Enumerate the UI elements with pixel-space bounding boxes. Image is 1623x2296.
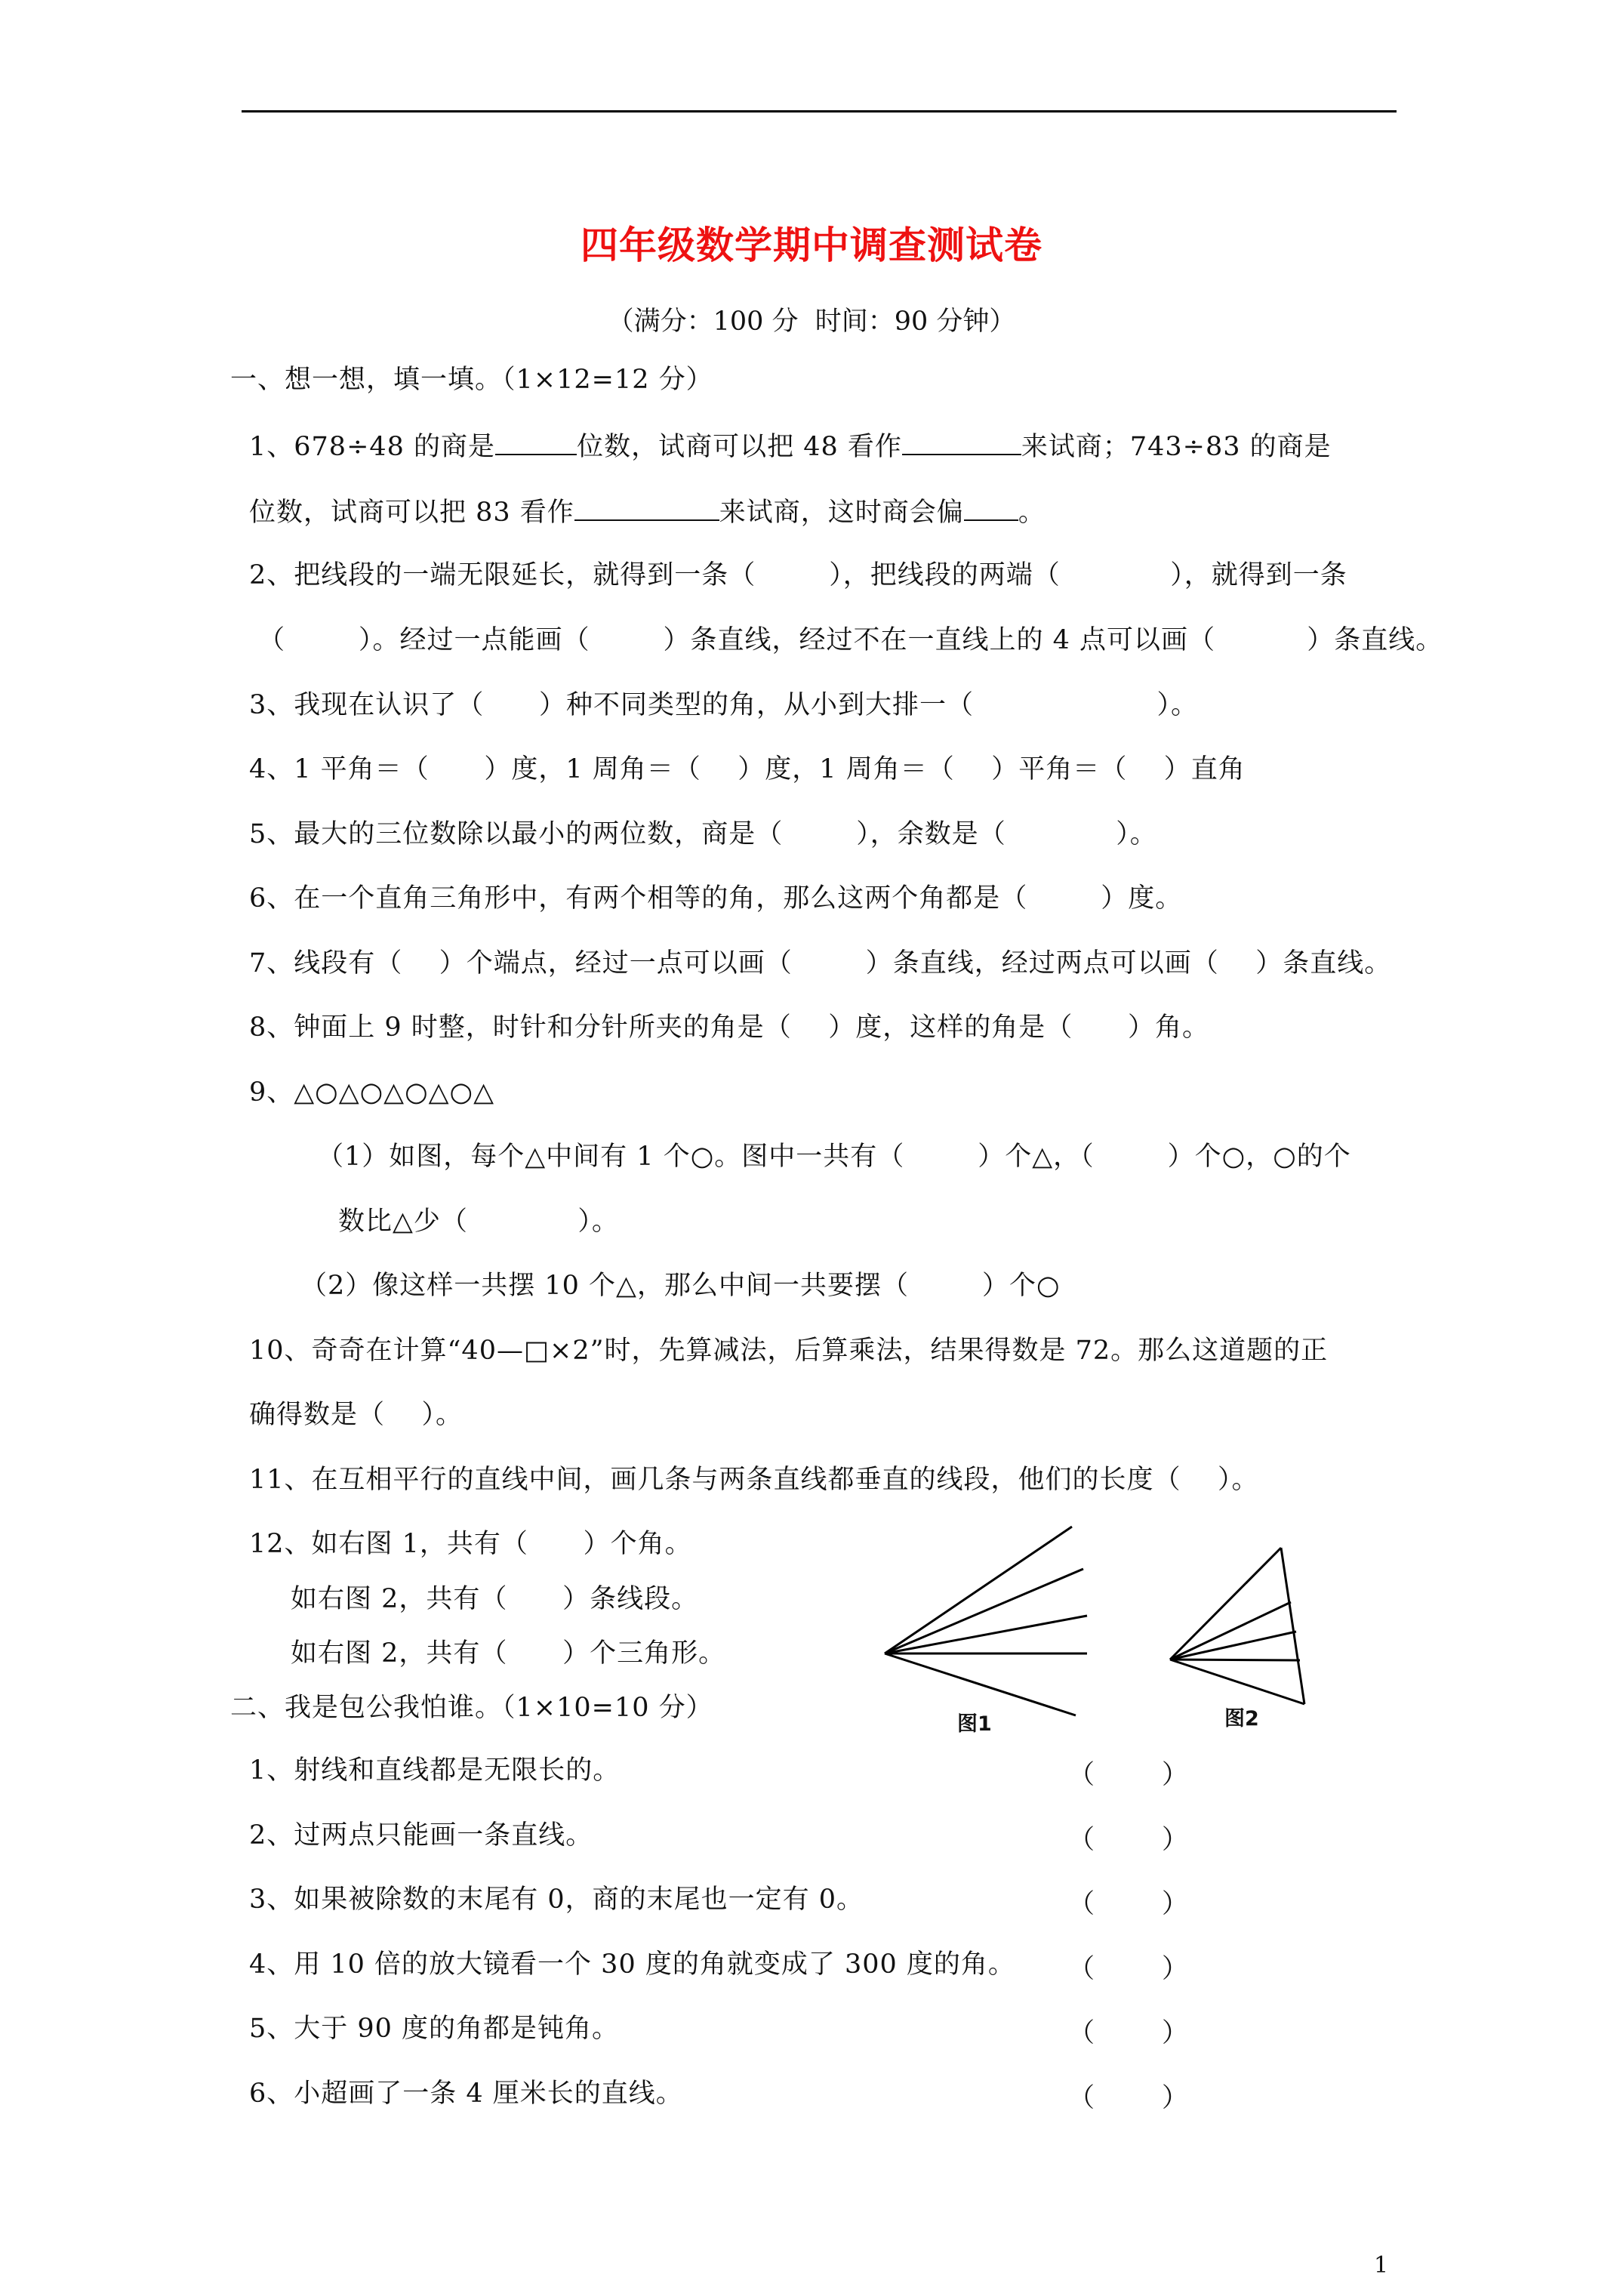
answer-paren[interactable]: （ ） bbox=[1068, 2083, 1189, 2113]
answer-paren[interactable]: （ ） bbox=[1068, 2018, 1189, 2048]
fig2-segment bbox=[1170, 1632, 1296, 1660]
tf-item-2: 2、过两点只能画一条直线。 bbox=[249, 1820, 593, 1851]
q12-line3: 如右图 2，共有（ ）个三角形。 bbox=[291, 1638, 726, 1669]
answer-paren[interactable]: （ ） bbox=[1068, 1954, 1189, 1984]
page-number: 1 bbox=[1374, 2252, 1389, 2279]
q9-part1-line1: （1）如图，每个△中间有 1 个○。图中一共有（ ）个△，（ ）个○，○的个 bbox=[317, 1142, 1351, 1172]
q1-line1: 1、678÷48 的商是 位数，试商可以把 48 看作 来试商；743÷83 的商是 bbox=[249, 428, 1332, 464]
q6: 6、在一个直角三角形中，有两个相等的角，那么这两个角都是（ ）度。 bbox=[249, 883, 1183, 914]
fig1-ray bbox=[885, 1569, 1083, 1653]
fig2-segment bbox=[1170, 1548, 1281, 1660]
section1-heading: 一、想一想，填一填。（1×12=12 分） bbox=[230, 365, 713, 395]
answer-paren[interactable]: （ ） bbox=[1068, 1760, 1189, 1790]
header-rule bbox=[242, 110, 1397, 112]
page-subtitle: （满分：100 分 时间：90 分钟） bbox=[607, 307, 1016, 337]
answer-paren[interactable]: （ ） bbox=[1068, 1889, 1189, 1919]
blank[interactable] bbox=[902, 428, 1021, 455]
q2-line2: （ ）。经过一点能画（ ）条直线，经过不在一直线上的 4 点可以画（ ）条直线。 bbox=[258, 625, 1443, 655]
figure-2-triangles bbox=[1163, 1540, 1329, 1714]
tf-item-6: 6、小超画了一条 4 厘米长的直线。 bbox=[249, 2079, 683, 2109]
q8: 8、钟面上 9 时整，时针和分针所夹的角是（ ）度，这样的角是（ ）角。 bbox=[249, 1012, 1210, 1043]
q9-part2: （2）像这样一共摆 10 个△，那么中间一共要摆（ ）个○ bbox=[300, 1271, 1061, 1301]
q10-line1: 10、奇奇在计算“40—□×2”时，先算减法，后算乘法，结果得数是 72。那么这道题的正 bbox=[249, 1336, 1329, 1366]
tf-item-4: 4、用 10 倍的放大镜看一个 30 度的角就变成了 300 度的角。 bbox=[249, 1949, 1015, 1980]
q9-part1-line2: 数比△少（ ）。 bbox=[338, 1207, 619, 1237]
q12-line2: 如右图 2，共有（ ）条线段。 bbox=[291, 1584, 699, 1614]
fig2-side bbox=[1281, 1548, 1304, 1704]
q12-line1: 12、如右图 1，共有（ ）个角。 bbox=[249, 1529, 692, 1559]
q11: 11、在互相平行的直线中间，画几条与两条直线都垂直的线段，他们的长度（ ）。 bbox=[249, 1465, 1259, 1495]
q9: 9、△○△○△○△○△ bbox=[249, 1077, 495, 1108]
q1-line2: 位数，试商可以把 83 看作 来试商，这时商会偏 。 bbox=[249, 494, 1046, 529]
page-title: 四年级数学期中调查测试卷 bbox=[581, 223, 1042, 267]
tf-item-5: 5、大于 90 度的角都是钝角。 bbox=[249, 2014, 620, 2044]
tf-item-3: 3、如果被除数的末尾有 0，商的末尾也一定有 0。 bbox=[249, 1885, 864, 1915]
q5: 5、最大的三位数除以最小的两位数，商是（ ），余数是（ ）。 bbox=[249, 819, 1157, 849]
figure-1-angles bbox=[876, 1518, 1102, 1721]
answer-paren[interactable]: （ ） bbox=[1068, 1825, 1189, 1855]
blank[interactable] bbox=[964, 494, 1018, 521]
fig2-segment bbox=[1170, 1660, 1304, 1704]
tf-item-1: 1、射线和直线都是无限长的。 bbox=[249, 1755, 621, 1786]
fig1-ray bbox=[885, 1653, 1076, 1715]
q3: 3、我现在认识了（ ）种不同类型的角，从小到大排一（ ）。 bbox=[249, 690, 1199, 720]
figure-2-label: 图2 bbox=[1224, 1707, 1259, 1730]
q7: 7、线段有（ ）个端点，经过一点可以画（ ）条直线，经过两点可以画（ ）条直线。 bbox=[249, 948, 1392, 978]
q10-line2: 确得数是（ ）。 bbox=[249, 1400, 463, 1430]
fig2-segment bbox=[1170, 1602, 1291, 1660]
blank[interactable] bbox=[495, 428, 577, 455]
blank[interactable] bbox=[574, 494, 719, 521]
fig1-ray bbox=[885, 1527, 1072, 1653]
q4: 4、1 平角＝（ ）度，1 周角＝（ ）度，1 周角＝（ ）平角＝（ ）直角 bbox=[249, 754, 1246, 784]
fig1-ray bbox=[885, 1616, 1087, 1653]
section2-heading: 二、我是包公我怕谁。（1×10=10 分） bbox=[230, 1693, 713, 1723]
q2-line1: 2、把线段的一端无限延长，就得到一条（ ），把线段的两端（ ），就得到一条 bbox=[249, 560, 1347, 590]
figure-1-label: 图1 bbox=[957, 1712, 992, 1736]
